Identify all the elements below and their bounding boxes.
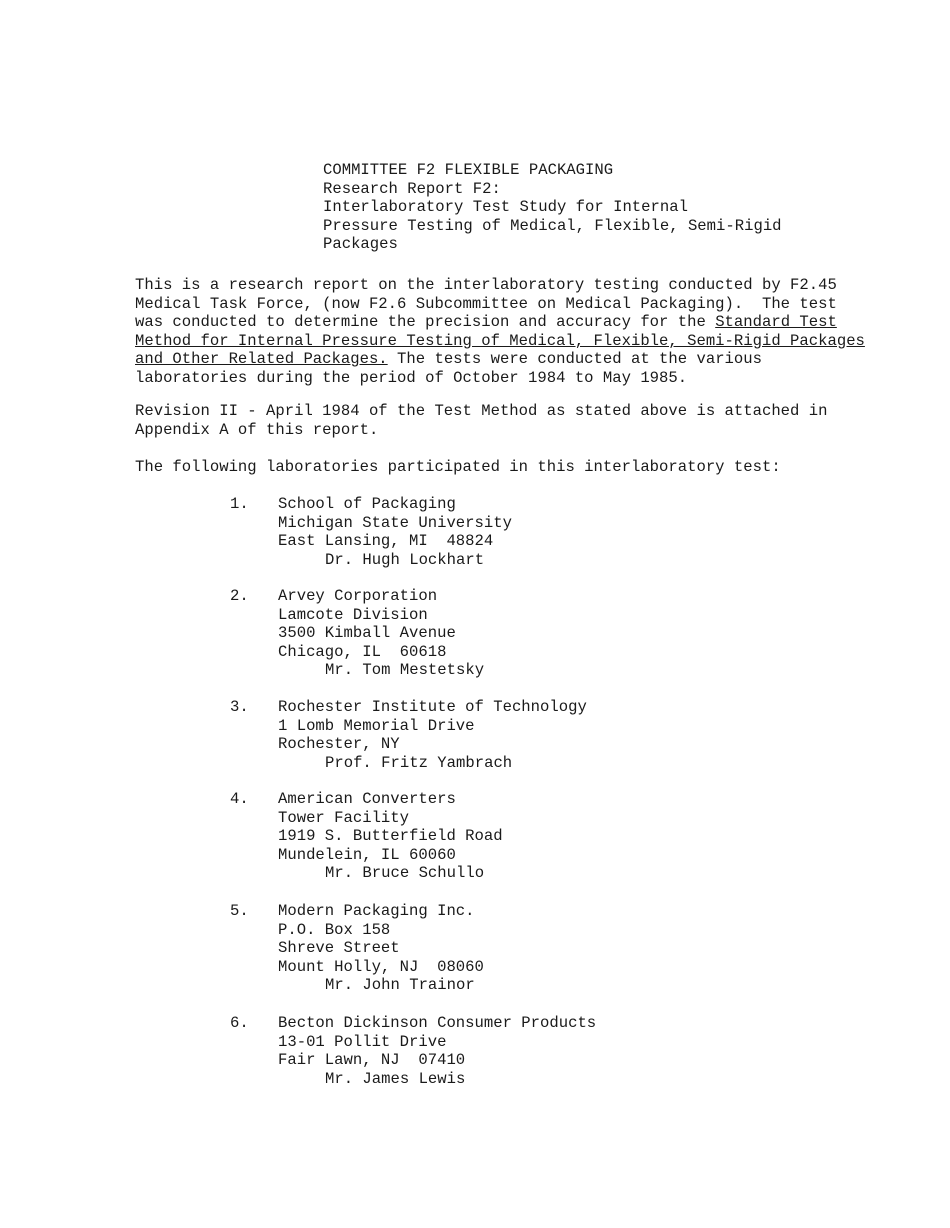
text-line: Revision II - April 1984 of the Test Method as stated above is attached in	[135, 402, 828, 420]
address-line: Mount Holly, NJ 08060	[278, 957, 484, 976]
entry-number: 6.	[230, 1014, 249, 1032]
entry-number: 3.	[230, 698, 249, 716]
text-span: The tests were conducted at the various	[387, 350, 762, 368]
committee-title: COMMITTEE F2 FLEXIBLE PACKAGING	[323, 161, 614, 179]
report-title-line: Interlaboratory Test Study for Internal	[323, 198, 688, 216]
address-line: Chicago, IL 60618	[278, 642, 447, 661]
address-line: Lamcote Division	[278, 605, 428, 624]
laboratory-address	[278, 698, 587, 772]
standard-title-underlined: Method for Internal Pressure Testing of Medical, Flexible, Semi-Rigid Packages	[135, 331, 865, 350]
report-number: Research Report F2:	[323, 179, 501, 198]
laboratory-address	[278, 495, 512, 569]
address-line: School of Packaging	[278, 495, 456, 513]
address-line: Arvey Corporation	[278, 587, 438, 605]
laboratory-address	[278, 790, 503, 883]
contact-person: Mr. Tom Mestetsky	[325, 661, 485, 679]
text-line	[135, 313, 865, 332]
report-header	[323, 161, 782, 254]
text-line: This is a research report on the interlaboratory testing conducted by F2.45	[135, 276, 837, 294]
contact-person: Prof. Fritz Yambrach	[325, 753, 513, 772]
revision-paragraph	[135, 402, 827, 439]
text-line	[135, 350, 865, 369]
entry-number: 2.	[230, 587, 249, 605]
address-line: Fair Lawn, NJ 07410	[278, 1051, 466, 1069]
address-line: Rochester, NY	[278, 735, 400, 753]
address-line: American Converters	[278, 790, 456, 808]
entry-number: 1.	[230, 495, 249, 513]
report-title-line: Packages	[323, 235, 398, 253]
address-line: 1919 S. Butterfield Road	[278, 827, 503, 845]
address-line: Mundelein, IL 60060	[278, 845, 456, 864]
address-line: East Lansing, MI 48824	[278, 532, 494, 550]
text-line: laboratories during the period of October 1984 to May 1985.	[135, 368, 688, 387]
text-line: Appendix A of this report.	[135, 420, 379, 439]
text-span: was conducted to determine the precision and accuracy for the	[135, 313, 716, 331]
standard-title-underlined: Standard Test	[715, 313, 837, 331]
text-line: Medical Task Force, (now F2.6 Subcommittee on Medical Packaging). The test	[135, 294, 837, 313]
laboratory-address	[278, 902, 484, 995]
address-line: Modern Packaging Inc.	[278, 902, 475, 920]
contact-person: Dr. Hugh Lockhart	[325, 550, 485, 569]
entry-number: 5.	[230, 902, 249, 920]
address-line: 13-01 Pollit Drive	[278, 1032, 447, 1051]
laboratory-address	[278, 587, 484, 680]
address-line: 3500 Kimball Avenue	[278, 624, 456, 642]
contact-person: Mr. John Trainor	[325, 976, 475, 994]
entry-number: 4.	[230, 790, 249, 808]
contact-person: Mr. Bruce Schullo	[325, 864, 485, 882]
address-line: P.O. Box 158	[278, 920, 391, 939]
standard-title-underlined: and Other Related Packages.	[135, 350, 388, 368]
laboratory-address	[278, 1014, 596, 1088]
intro-paragraph	[135, 276, 865, 387]
address-line: Rochester Institute of Technology	[278, 698, 587, 716]
address-line: Tower Facility	[278, 808, 410, 827]
address-line: Becton Dickinson Consumer Products	[278, 1014, 597, 1032]
address-line: Michigan State University	[278, 513, 512, 532]
report-title-line: Pressure Testing of Medical, Flexible, Semi-Rigid	[323, 216, 782, 235]
participants-intro: The following laboratories participated in this interlaboratory test:	[135, 458, 781, 476]
address-line: 1 Lomb Memorial Drive	[278, 716, 475, 735]
contact-person: Mr. James Lewis	[325, 1069, 466, 1088]
address-line: Shreve Street	[278, 939, 400, 957]
